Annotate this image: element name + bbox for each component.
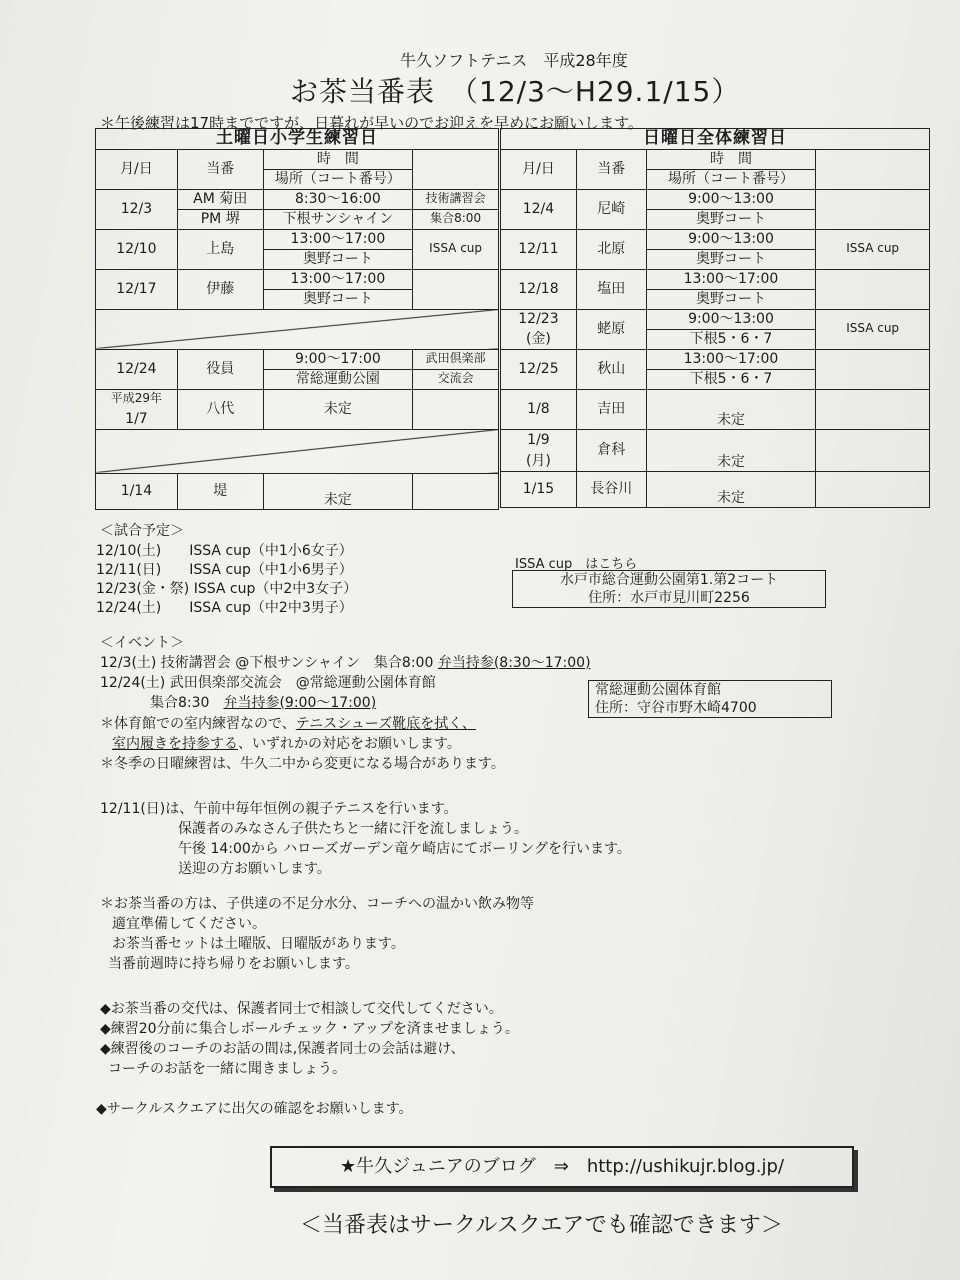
event-item: 12/24(土) 武田倶楽部交流会 @常総運動公園体育館 xyxy=(100,675,436,691)
sat-duty: 八代 xyxy=(177,389,263,429)
sat-duty: PM 堺 xyxy=(177,209,263,229)
footer-note: ＜当番表はサークルスクエアでも確認できます＞ xyxy=(300,1213,783,1238)
sat-note: 技術講習会 xyxy=(413,189,499,209)
tea-note-line: ＊お茶当番の方は、子供達の不足分水分、コーチへの温かい飲み物等 xyxy=(100,896,534,912)
issa-venue: 水戸市総合運動公園第1.第2コート xyxy=(559,572,779,588)
sat-time: 8:30～16:00 xyxy=(263,189,413,209)
sat-date: 12/10 xyxy=(96,229,178,269)
sun-duty: 尼崎 xyxy=(576,189,646,229)
saturday-schedule-table xyxy=(95,128,499,510)
sun-note: ISSA cup xyxy=(816,229,930,269)
event-underlined: 弁当持参(8:30～17:00) xyxy=(437,655,591,671)
sat-note: 交流会 xyxy=(413,369,499,389)
no-practice-cell xyxy=(96,429,499,473)
sun-place: 奥野コート xyxy=(646,209,816,229)
sat-place: 常総運動公園 xyxy=(263,369,413,389)
sat-date: 12/24 xyxy=(96,349,178,389)
sat-date: 12/3 xyxy=(96,189,178,229)
gym-note xyxy=(112,733,461,753)
date-header: 月/日 xyxy=(96,149,178,189)
events-heading: ＜イベント＞ xyxy=(100,635,184,651)
sun-date: (金) xyxy=(501,329,577,349)
sun-note xyxy=(816,349,930,389)
sat-note xyxy=(413,473,499,509)
sun-duty: 吉田 xyxy=(576,389,646,429)
sat-time: 9:00～17:00 xyxy=(263,349,413,369)
sun-duty: 塩田 xyxy=(576,269,646,309)
sun-place: 下根5・6・7 xyxy=(646,369,816,389)
event-item xyxy=(150,692,376,712)
sun-date: 1/9 xyxy=(501,429,577,451)
sunday-schedule-table xyxy=(500,128,930,508)
sunday-heading: 日曜日全体練習日 xyxy=(501,129,930,150)
parent-tennis-line: 12/11(日)は、午前中毎年恒例の親子テニスを行います。 xyxy=(100,801,458,817)
sat-status: 未定 xyxy=(263,389,413,429)
sun-time: 9:00～13:00 xyxy=(646,309,816,329)
sun-time: 13:00～17:00 xyxy=(646,269,816,289)
gym-venue: 常総運動公園体育館 xyxy=(595,682,721,698)
event-text: 集合8:30 xyxy=(150,695,210,711)
sun-date: 1/8 xyxy=(501,389,577,429)
sun-date: 12/23 xyxy=(501,309,577,329)
note-header xyxy=(816,149,930,189)
tea-note-line: 適宜準備してください。 xyxy=(112,916,266,932)
rule-line: ◆練習後のコーチのお話の間は,保護者同士の会話は避け、 xyxy=(100,1041,465,1057)
duty-header: 当番 xyxy=(177,149,263,189)
rule-line: ◆お茶当番の交代は、保護者同士で相談して交代してください。 xyxy=(100,1001,503,1017)
place-header: 場所（コート番号） xyxy=(646,169,816,189)
sat-duty: 堤 xyxy=(177,473,263,509)
sun-place: 奥野コート xyxy=(646,289,816,309)
rule-line: ◆サークルスクエアに出欠の確認をお願いします。 xyxy=(96,1101,413,1117)
event-item xyxy=(100,652,591,672)
gym-note-underlined: 室内履きを持参する xyxy=(112,736,238,752)
sat-duty: AM 菊田 xyxy=(177,189,263,209)
sat-place: 奥野コート xyxy=(263,289,413,309)
sun-duty: 長谷川 xyxy=(576,471,646,507)
organization-name: 牛久ソフトテニス 平成28年度 xyxy=(400,51,628,70)
sat-note: ISSA cup xyxy=(413,229,499,269)
sat-duty: 役員 xyxy=(177,349,263,389)
sat-note: 武田倶楽部 xyxy=(413,349,499,369)
sun-date: 12/25 xyxy=(501,349,577,389)
blog-banner: ★牛久ジュニアのブログ ⇒ http://ushikujr.blog.jp/ xyxy=(270,1146,854,1188)
sun-note xyxy=(816,471,930,507)
rule-line: コーチのお話を一緒に聞きましょう。 xyxy=(108,1061,346,1077)
sun-duty: 倉科 xyxy=(576,429,646,471)
sat-place: 下根サンシャイン xyxy=(263,209,413,229)
sun-duty: 秋山 xyxy=(576,349,646,389)
place-header: 場所（コート番号） xyxy=(263,169,413,189)
sat-date: 12/17 xyxy=(96,269,178,309)
parent-tennis-line: 送迎の方お願いします。 xyxy=(178,861,331,877)
no-practice-cell xyxy=(96,309,499,349)
gym-address: 住所：守谷市野木崎4700 xyxy=(595,700,757,716)
sun-note xyxy=(816,389,930,429)
note-header xyxy=(413,149,499,189)
sat-duty: 伊藤 xyxy=(177,269,263,309)
sun-note xyxy=(816,269,930,309)
sat-note: 集合8:00 xyxy=(413,209,499,229)
sun-time: 9:00～13:00 xyxy=(646,229,816,249)
time-header: 時 間 xyxy=(263,149,413,169)
tea-note-line: 当番前週時に持ち帰りをお願いします。 xyxy=(108,956,359,972)
matches-heading: ＜試合予定＞ xyxy=(100,523,184,539)
sat-note xyxy=(413,269,499,309)
sun-status: 未定 xyxy=(646,471,816,507)
date-header: 月/日 xyxy=(501,149,577,189)
gym-note-underlined: テニスシューズ靴底を拭く、 xyxy=(295,716,476,732)
duty-header: 当番 xyxy=(576,149,646,189)
sat-place: 奥野コート xyxy=(263,249,413,269)
match-item: 12/11(日) ISSA cup（中1小6男子） xyxy=(96,562,353,578)
tea-note-line: お茶当番セットは土曜版、日曜版があります。 xyxy=(112,936,405,952)
gym-note xyxy=(100,713,476,733)
sun-date: (月) xyxy=(501,451,577,471)
winter-note: ＊冬季の日曜練習は、牛久二中から変更になる場合があります。 xyxy=(100,756,505,772)
sun-time: 9:00～13:00 xyxy=(646,189,816,209)
sat-time: 13:00～17:00 xyxy=(263,229,413,249)
pickup-note: ＊午後練習は17時までですが、日暮れが早いのでお迎えを早めにお願いします。 xyxy=(100,114,643,132)
parent-tennis-line: 保護者のみなさん子供たちと一緒に汗を流しましょう。 xyxy=(178,821,528,837)
match-item: 12/24(土) ISSA cup（中2中3男子） xyxy=(96,600,353,616)
event-underlined: 弁当持参(9:00～17:00) xyxy=(223,695,377,711)
sat-note xyxy=(413,389,499,429)
sun-status: 未定 xyxy=(646,389,816,429)
time-header: 時 間 xyxy=(646,149,816,169)
sat-date: 1/14 xyxy=(96,473,178,509)
issa-caption: ISSA cup はこちら xyxy=(515,557,638,572)
sun-date: 1/15 xyxy=(501,471,577,507)
sat-status: 未定 xyxy=(263,473,413,509)
document-title: お茶当番表 （12/3～H29.1/15） xyxy=(290,75,741,108)
sun-duty: 北原 xyxy=(576,229,646,269)
match-item: 12/10(土) ISSA cup（中1小6女子） xyxy=(96,543,353,559)
parent-tennis-line: 午後 14:00から ハローズガーデン竜ケ崎店にてボーリングを行います。 xyxy=(178,841,631,857)
gym-venue-box xyxy=(588,680,832,718)
sun-time: 13:00～17:00 xyxy=(646,349,816,369)
sat-duty: 上島 xyxy=(177,229,263,269)
sun-status: 未定 xyxy=(646,429,816,471)
sun-note xyxy=(816,189,930,229)
sat-time: 13:00～17:00 xyxy=(263,269,413,289)
issa-venue-box xyxy=(512,570,826,608)
sun-duty: 蛯原 xyxy=(576,309,646,349)
event-text: 12/3(土) 技術講習会 @下根サンシャイン 集合8:00 xyxy=(100,655,434,671)
issa-address: 住所：水戸市見川町2256 xyxy=(588,590,750,606)
sun-date: 12/4 xyxy=(501,189,577,229)
rule-line: ◆練習20分前に集合しボールチェック・アップを済ませましょう。 xyxy=(100,1021,519,1037)
sun-date: 12/18 xyxy=(501,269,577,309)
sun-note: ISSA cup xyxy=(816,309,930,349)
gym-note-text: 、いずれかの対応をお願いします。 xyxy=(238,736,461,752)
sun-place: 下根5・6・7 xyxy=(646,329,816,349)
saturday-heading: 土曜日小学生練習日 xyxy=(96,129,499,150)
sun-note xyxy=(816,429,930,471)
sat-date: 平成29年 xyxy=(96,389,178,409)
match-item: 12/23(金・祭) ISSA cup（中2中3女子） xyxy=(96,581,358,597)
gym-note-text: ＊体育館での室内練習なので、 xyxy=(100,716,296,732)
sat-date: 1/7 xyxy=(96,409,178,429)
sun-place: 奥野コート xyxy=(646,249,816,269)
sun-date: 12/11 xyxy=(501,229,577,269)
